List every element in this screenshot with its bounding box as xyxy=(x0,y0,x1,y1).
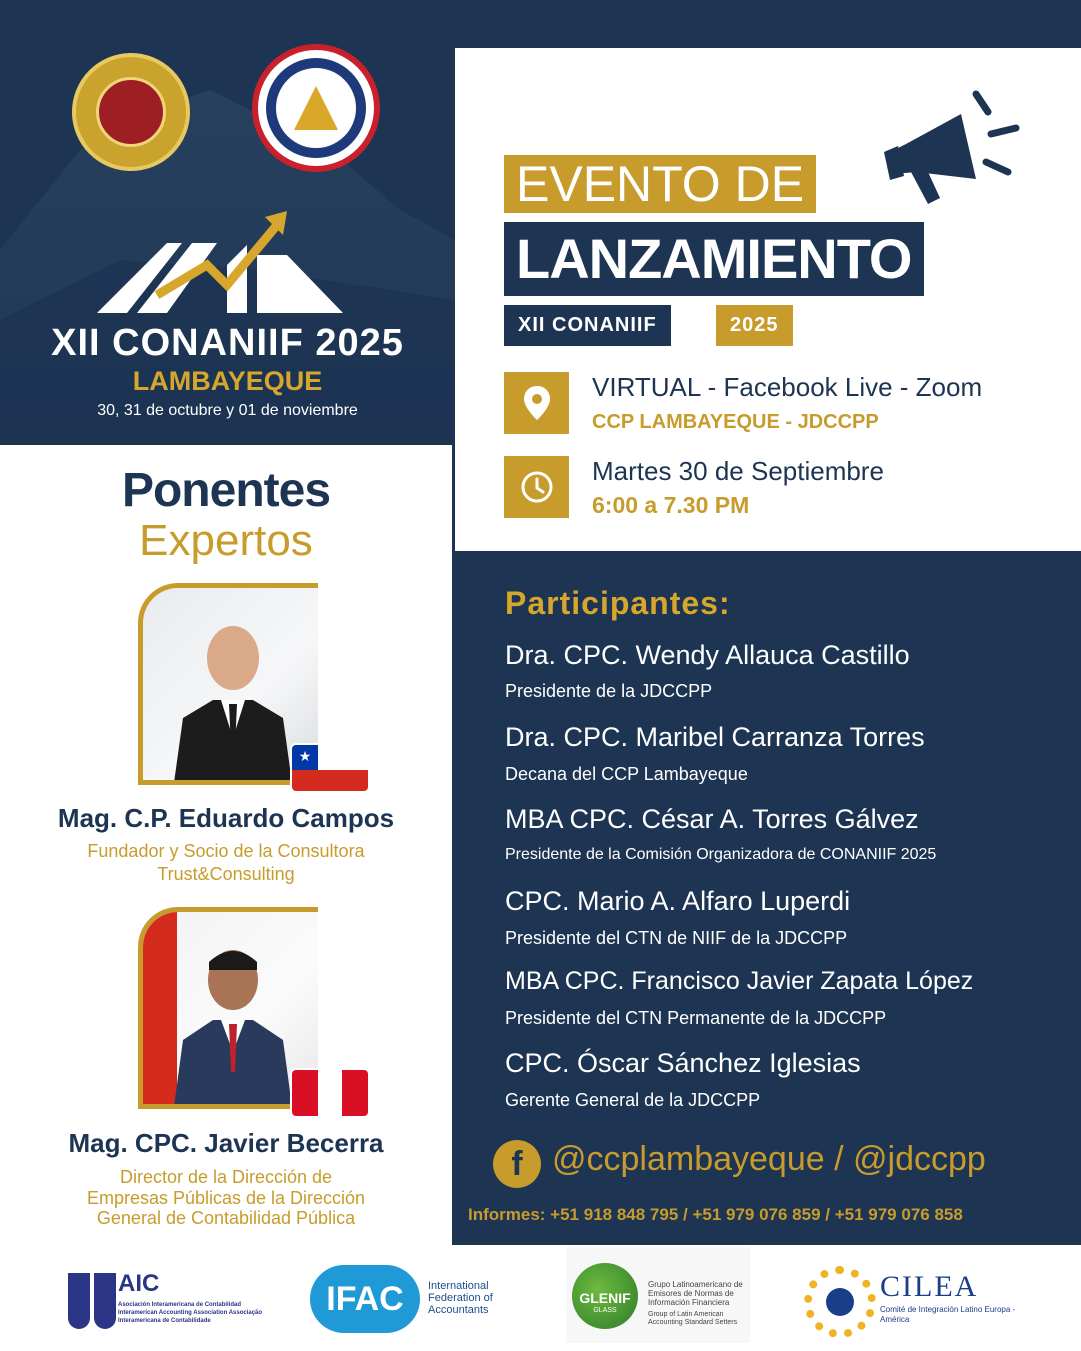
peru-flag xyxy=(290,1068,370,1118)
aic-logo-title: AIC xyxy=(118,1270,160,1297)
glenif-logo-badge: GLASS xyxy=(593,1307,617,1314)
participant-role: Decana del CCP Lambayeque xyxy=(505,764,748,784)
glenif-logo-spanish: Grupo Latinoamericano de Emisores de Normas de Información Financiera xyxy=(648,1280,743,1307)
conaniif-logo xyxy=(97,205,343,317)
megaphone-icon xyxy=(876,84,1026,214)
glenif-logo-english: Group of Latin American Accounting Standard Setters xyxy=(648,1311,738,1326)
event-tag-year: 2025 xyxy=(716,305,793,346)
speaker-role: Fundador y Socio de la Consultora xyxy=(87,841,365,861)
participant-name: CPC. Mario A. Alfaro Luperdi xyxy=(505,886,851,916)
ifac-logo-subtitle: International Federation of Accountants xyxy=(428,1280,493,1316)
ifac-logo: IFAC xyxy=(310,1265,420,1333)
person-silhouette-icon xyxy=(173,932,293,1109)
speaker-name: Mag. C.P. Eduardo Campos xyxy=(57,803,395,833)
participant-name: Dra. CPC. Maribel Carranza Torres xyxy=(505,722,925,752)
facebook-icon[interactable]: f xyxy=(493,1140,541,1188)
speaker-role: Empresas Públicas de la Dirección xyxy=(86,1188,366,1208)
social-handle[interactable]: @ccplambayeque / @jdccpp xyxy=(552,1140,986,1178)
cilea-logo-title: CILEA xyxy=(880,1270,979,1303)
ccp-lambayeque-seal xyxy=(72,53,190,171)
jdccpp-seal xyxy=(252,44,380,172)
event-title-line1: EVENTO DE xyxy=(504,155,816,213)
participant-name: CPC. Óscar Sánchez Iglesias xyxy=(505,1048,861,1078)
participants-title: Participantes: xyxy=(505,585,731,621)
aic-logo-mark xyxy=(68,1273,116,1329)
participant-role: Presidente de la JDCCPP xyxy=(505,681,713,701)
cilea-logo-subtitle: Comité de Integración Latino Europa - América xyxy=(880,1305,1016,1324)
participant-role: Presidente del CTN de NIIF de la JDCCPP xyxy=(505,928,848,948)
participant-role: Presidente de la Comisión Organizadora de CONANIIF 2025 xyxy=(505,846,937,863)
glenif-logo-title: GLENIF xyxy=(579,1290,631,1306)
chile-flag: ★ xyxy=(290,743,370,793)
speaker-name: Mag. CPC. Javier Becerra xyxy=(68,1128,384,1158)
event-location: VIRTUAL - Facebook Live - Zoom xyxy=(592,372,983,402)
clock-icon xyxy=(504,456,569,518)
aic-logo-subtitle: Asociación Interamericana de Contabilidad Interamerican Accounting Association Associação Interamericana de Contabilidade xyxy=(118,1302,263,1324)
location-pin-icon xyxy=(504,372,569,434)
event-tag-conaniif: XII CONANIIF xyxy=(504,305,671,346)
event-organizers: CCP LAMBAYEQUE - JDCCPP xyxy=(592,411,879,433)
participant-name: MBA CPC. Francisco Javier Zapata López xyxy=(505,967,974,995)
contact-phones: Informes: +51 918 848 795 / +51 979 076 859 / +51 979 076 858 xyxy=(468,1205,963,1224)
speakers-subtitle: Expertos xyxy=(139,516,313,565)
participant-name: MBA CPC. César A. Torres Gálvez xyxy=(505,804,919,834)
person-silhouette-icon xyxy=(173,608,293,785)
conaniif-place: LAMBAYEQUE xyxy=(132,366,323,396)
participant-role: Gerente General de la JDCCPP xyxy=(505,1090,761,1110)
speaker-role: General de Contabilidad Pública xyxy=(96,1208,356,1228)
speaker-role: Director de la Dirección de xyxy=(119,1167,333,1187)
speaker-role: Trust&Consulting xyxy=(157,864,295,884)
event-time: 6:00 a 7.30 PM xyxy=(592,492,750,518)
conaniif-title: XII CONANIIF 2025 xyxy=(51,322,404,364)
event-title-line2: LANZAMIENTO xyxy=(504,222,924,296)
cilea-logo-mark xyxy=(804,1266,876,1338)
participant-role: Presidente del CTN Permanente de la JDCCPP xyxy=(505,1008,887,1028)
participant-name: Dra. CPC. Wendy Allauca Castillo xyxy=(505,640,910,670)
conaniif-dates: 30, 31 de octubre y 01 de noviembre xyxy=(97,402,358,419)
speakers-title: Ponentes xyxy=(121,464,331,517)
event-date: Martes 30 de Septiembre xyxy=(592,456,884,486)
